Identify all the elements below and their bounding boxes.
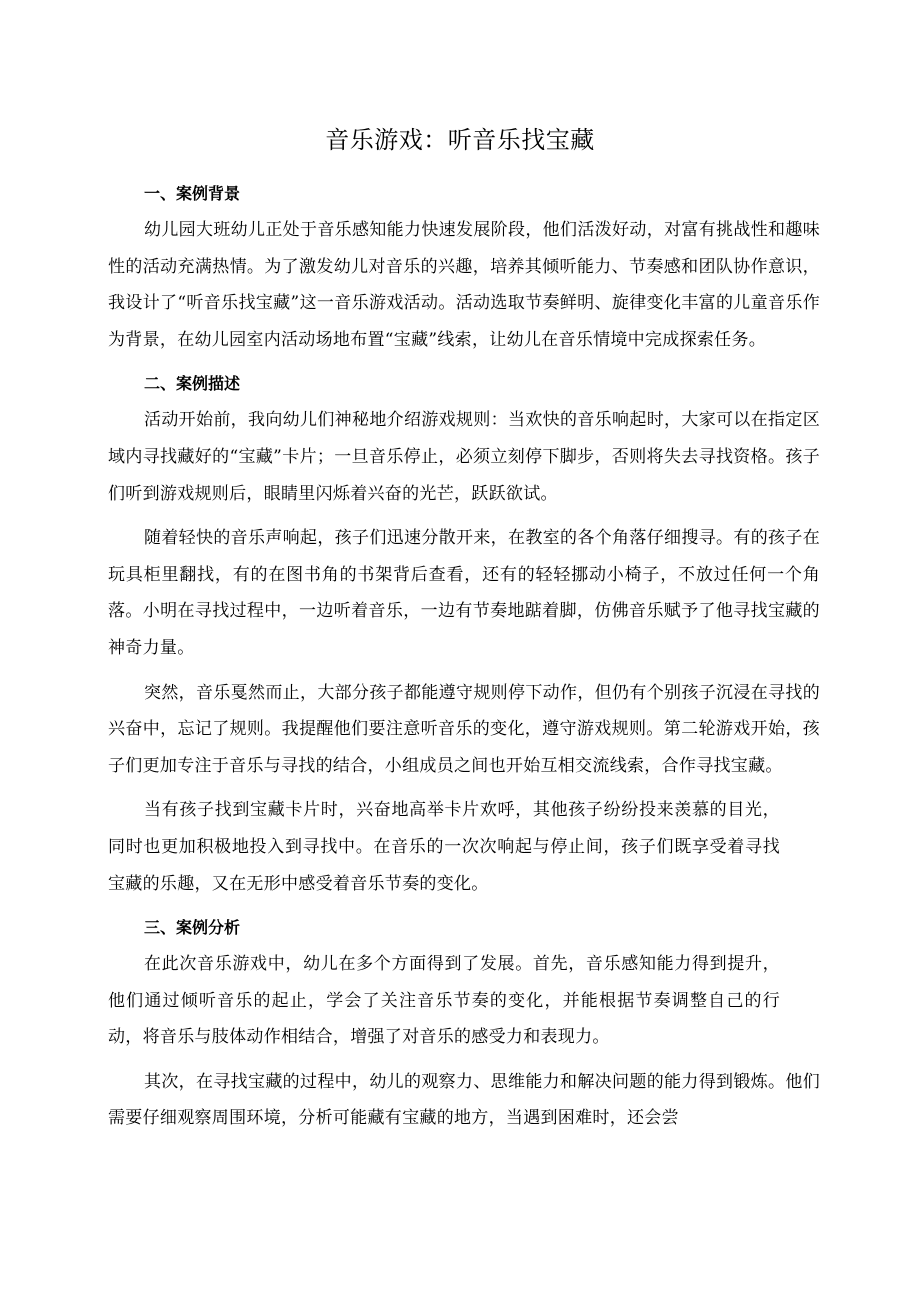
paragraph: 活动开始前，我向幼儿们神秘地介绍游戏规则：当欢快的音乐响起时，大家可以在指定区域内寻找藏好的“宝藏”卡片；一旦音乐停止，必须立刻停下脚步，否则将失去寻找资格。孩子们听到游戏规则后，眼睛里闪烁着兴奋的光芒，跃跃欲试。 [108, 410, 820, 504]
paragraph: 随着轻快的音乐声响起，孩子们迅速分散开来，在教室的各个角落仔细搜寻。有的孩子在玩具柜里翻找，有的在图书角的书架背后查看，还有的轻轻挪动小椅子，不放过任何一个角落。小明在寻找过程中，一边听着音乐，一边有节奏地踮着脚，仿佛音乐赋予了他寻找宝藏的神奇力量。 [108, 528, 820, 658]
paragraph: 当有孩子找到宝藏卡片时，兴奋地高举卡片欢呼，其他孩子纷纷投来羡慕的目光，同时也更加积极地投入到寻找中。在音乐的一次次响起与停止间，孩子们既享受着寻找宝藏的乐趣，又在无形中感受着音乐节奏的变化。 [108, 800, 780, 894]
paragraph: 幼儿园大班幼儿正处于音乐感知能力快速发展阶段，他们活泼好动，对富有挑战性和趣味性的活动充满热情。为了激发幼儿对音乐的兴趣，培养其倾听能力、节奏感和团队协作意识，我设计了“听音乐找宝藏”这一音乐游戏活动。活动选取节奏鲜明、旋律变化丰富的儿童音乐作为背景，在幼儿园室内活动场地布置“宝藏”线索，让幼儿在音乐情境中完成探索任务。 [108, 220, 820, 350]
section-heading: 三、案例分析 [144, 918, 241, 938]
document-title: 音乐游戏：听音乐找宝藏 [325, 126, 595, 154]
section-background [108, 176, 820, 358]
section-analysis [108, 910, 820, 1137]
section-description [108, 366, 820, 902]
document-body [108, 176, 820, 1137]
paragraph: 在此次音乐游戏中，幼儿在多个方面得到了发展。首先，音乐感知能力得到提升，他们通过倾听音乐的起止，学会了关注音乐节奏的变化，并能根据节奏调整自己的行动，将音乐与肢体动作相结合，增强了对音乐的感受力和表现力。 [108, 954, 780, 1048]
section-heading: 二、案例描述 [144, 374, 241, 394]
section-heading: 一、案例背景 [144, 184, 241, 203]
paragraph: 其次，在寻找宝藏的过程中，幼儿的观察力、思维能力和解决问题的能力得到锻炼。他们需要仔细观察周围环境，分析可能藏有宝藏的地方，当遇到困难时，还会尝 [108, 1071, 820, 1129]
paragraph: 突然，音乐戛然而止，大部分孩子都能遵守规则停下动作，但仍有个别孩子沉浸在寻找的兴奋中，忘记了规则。我提醒他们要注意听音乐的变化，遵守游戏规则。第二轮游戏开始，孩子们更加专注于音乐与寻找的结合，小组成员之间也开始互相交流线索，合作寻找宝藏。 [108, 682, 820, 776]
